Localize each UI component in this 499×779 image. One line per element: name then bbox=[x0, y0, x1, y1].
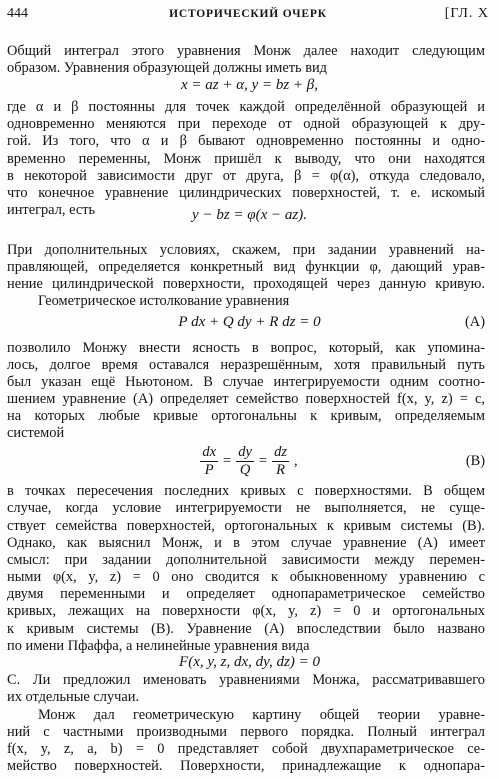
equation-system-b bbox=[0, 440, 499, 484]
text-line: правляющей, определяется конкретный вид функции φ, дающий урав- bbox=[7, 259, 485, 275]
running-header bbox=[7, 4, 489, 24]
equation-monge: F(x, y, z, dx, dy, dz) = 0 bbox=[179, 654, 320, 671]
text-line: был указан ещё Ньютоном. В случае интегрируемости одним соотно- bbox=[7, 373, 485, 390]
equals-sign: = bbox=[223, 453, 232, 470]
numerator: dy bbox=[238, 444, 252, 461]
text-line: временно переменны, Монж пришёл к выводу, что они находятся bbox=[7, 150, 485, 167]
text-line: нение цилиндрической поверхности, проходящей через данную кривую. bbox=[7, 276, 485, 293]
text-line: позволило Монжу внести ясность в вопрос, который, как упомина- bbox=[7, 339, 485, 356]
text-line: лось, долгое время оставался неразрешённым, хотя правильный путь bbox=[7, 356, 485, 373]
text-line: ными φ(x, y, z) = 0 оно сводится к обыкновенному уравнению с bbox=[7, 569, 485, 586]
fraction bbox=[272, 444, 289, 479]
text-line: интеграл, есть bbox=[7, 202, 96, 219]
text-line: что конечное уравнение цилиндрических поверхностей, т. е. искомый bbox=[7, 184, 485, 201]
text-line: одновременно меняются при переходе от одной образующей к дру- bbox=[7, 116, 485, 133]
comma: , bbox=[294, 453, 298, 470]
text-line: кривых, лежащих на поверхности φ(x, y, z) = 0 и ортогональных bbox=[7, 603, 485, 620]
running-title: ИСТОРИЧЕСКИЙ ОЧЕРК bbox=[169, 8, 327, 20]
text-line: в некоторой зависимости друг от друга, β = φ(α), откуда следовало, bbox=[7, 167, 485, 184]
text-line: случае, когда условие интегрируемости не выполняется, не суще- bbox=[7, 500, 485, 517]
numerator: dx bbox=[202, 444, 217, 461]
text-line: смысл: при задании дополнительной зависимости между перемен- bbox=[7, 551, 485, 568]
text-line: к кривым системы (B). Уравнение (A) впоследствии было названо bbox=[7, 620, 485, 637]
text-line: на которых любые кривые ортогональны к кривым, определяемым bbox=[7, 408, 485, 425]
denominator: P bbox=[204, 462, 214, 479]
equation-cylinder: y − bz = φ(x − az). bbox=[192, 206, 307, 223]
text-line: Общий интеграл этого уравнения Монж далее находит следующим bbox=[7, 43, 485, 59]
text-line: ствует семейства поверхностей, ортогональных к кривым системы (B). bbox=[7, 517, 485, 534]
equation-pfaff: P dx + Q dy + R dz = 0 bbox=[178, 314, 321, 331]
text-line: Монж дал геометрическую картину общей теории уравне- bbox=[38, 706, 485, 723]
equation-label-b: (B) bbox=[465, 452, 485, 469]
denominator: Q bbox=[239, 462, 251, 479]
text-line: системой bbox=[7, 425, 65, 442]
numerator: dz bbox=[274, 444, 288, 461]
fraction bbox=[236, 444, 254, 479]
text-line: в точках пересечения последних кривых с поверхностями. В общем bbox=[7, 483, 485, 500]
text-line: Однако, как выяснил Монж, и в этом случае уравнение (A) имеет bbox=[7, 534, 485, 551]
text-line: двумя переменными и определяет однопараметрическое семейство bbox=[7, 586, 485, 603]
equation-generator: x = az + α, y = bz + β, bbox=[180, 76, 319, 93]
text-line: С. Ли предложил именовать уравнениями Монжа, рассматривавшего bbox=[7, 672, 485, 689]
text-line: где α и β постоянны для точек каждой определённой образующей и bbox=[7, 99, 485, 115]
page-number: 444 bbox=[7, 6, 28, 21]
text-line: мейство поверхностей. Поверхности, принадлежащие к однопара- bbox=[7, 758, 485, 774]
fraction bbox=[200, 444, 218, 479]
equals-sign: = bbox=[258, 453, 268, 470]
text-line: шением уравнение (A) определяет семейство поверхностей f(x, y, z) = c, bbox=[7, 391, 485, 407]
text-line: ний с частными производными первого порядка. Полный интеграл bbox=[7, 723, 485, 740]
denominator: R bbox=[276, 462, 285, 479]
text-line: Геометрическое истолкование уравнения bbox=[38, 293, 290, 310]
text-line: гой. Из того, что α и β бывают одновременно постоянны и одно- bbox=[7, 133, 485, 150]
text-line: образом. Уравнения образующей должны иметь вид bbox=[7, 60, 328, 77]
equation-label-a: (A) bbox=[465, 314, 485, 331]
chapter-marker: [ГЛ. X bbox=[444, 6, 489, 21]
text-line: f(x, y, z, a, b) = 0 представляет собой двухпараметрическое се- bbox=[7, 740, 485, 757]
text-line: по имени Пфаффа, а нелинейные уравнения вида bbox=[7, 637, 310, 654]
text-line: их отдельные случаи. bbox=[7, 689, 140, 706]
text-line: При дополнительных условиях, скажем, при задании уравнений на- bbox=[7, 241, 485, 258]
